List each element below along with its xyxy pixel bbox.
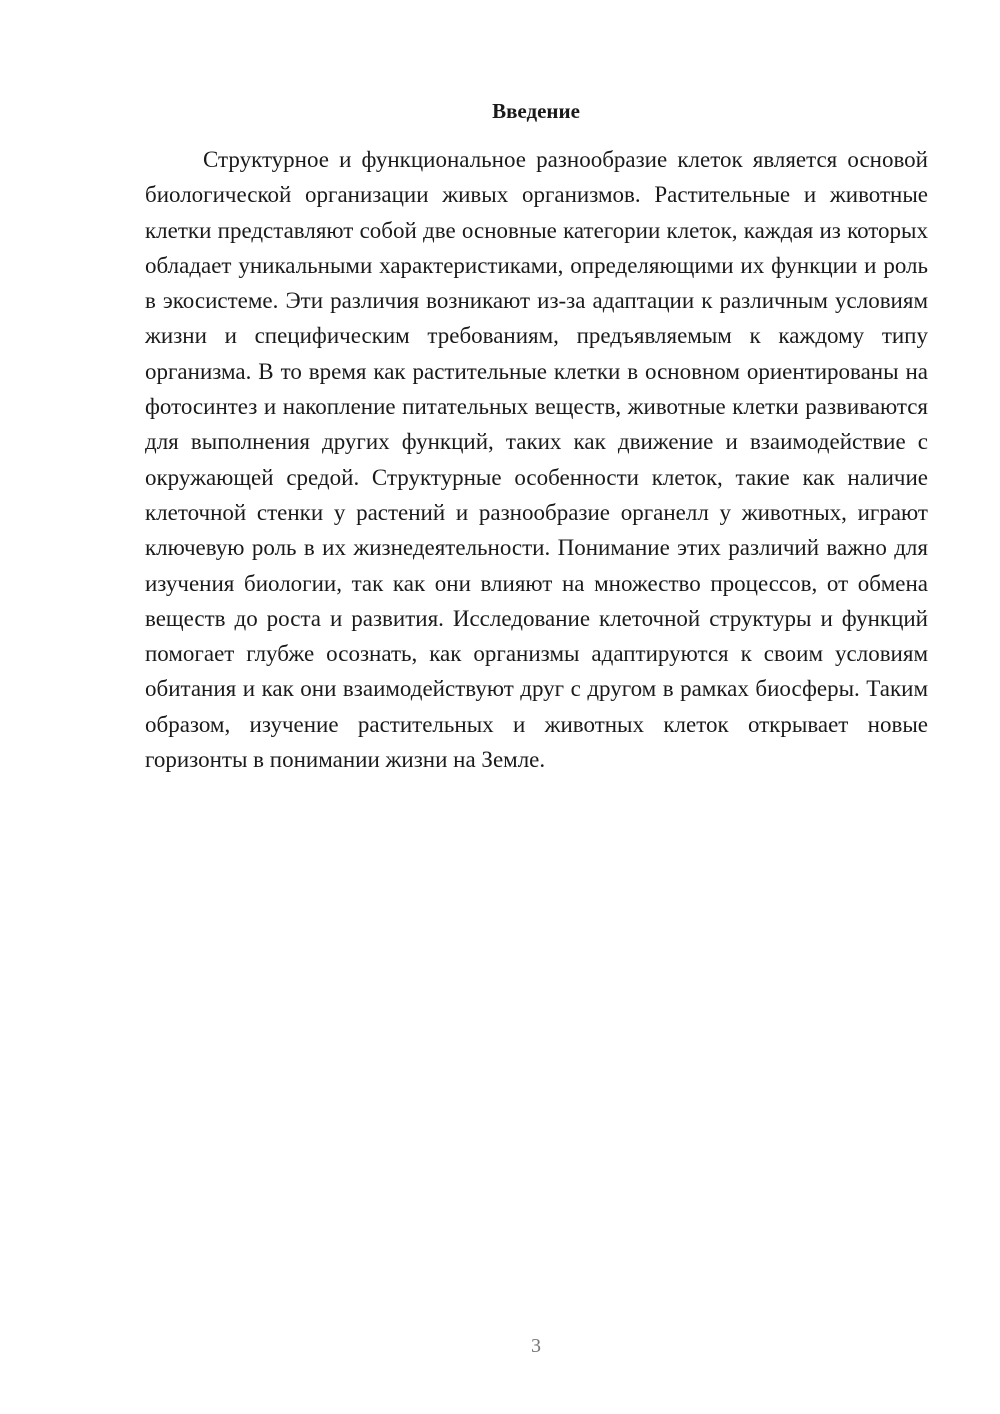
page-number: 3 [531, 1335, 541, 1357]
section-heading: Введение [492, 99, 580, 123]
body-paragraph: Структурное и функциональное разнообразие клеток является основой биологической организации живых организмов. Растительные и животные клетки представляют собой две основные категории клеток, каждая из которых обладает уникальными характеристиками, определяющими их функции и роль в экосистеме. Эти различия возникают из-за адаптации к различным условиям жизни и специфическим требованиям, предъявляемым к каждому типу организма. В то время как растительные клетки в основном ориентированы на фотосинтез и накопление питательных веществ, животные клетки развиваются для выполнения других функций, таких как движение и взаимодействие с окружающей средой. Структурные особенности клеток, такие как наличие клеточной стенки у растений и разнообразие органелл у животных, играют ключевую роль в их жизнедеятельности. Понимание этих различий важно для изучения биологии, так как они влияют на множество процессов, от обмена веществ до роста и развития. Исследование клеточной структуры и функций помогает глубже осознать, как организмы адаптируются к своим условиям обитания и как они взаимодействуют друг с другом в рамках биосферы. Таким образом, изучение растительных и животных клеток открывает новые горизонты в понимании жизни на Земле. [145, 147, 928, 773]
